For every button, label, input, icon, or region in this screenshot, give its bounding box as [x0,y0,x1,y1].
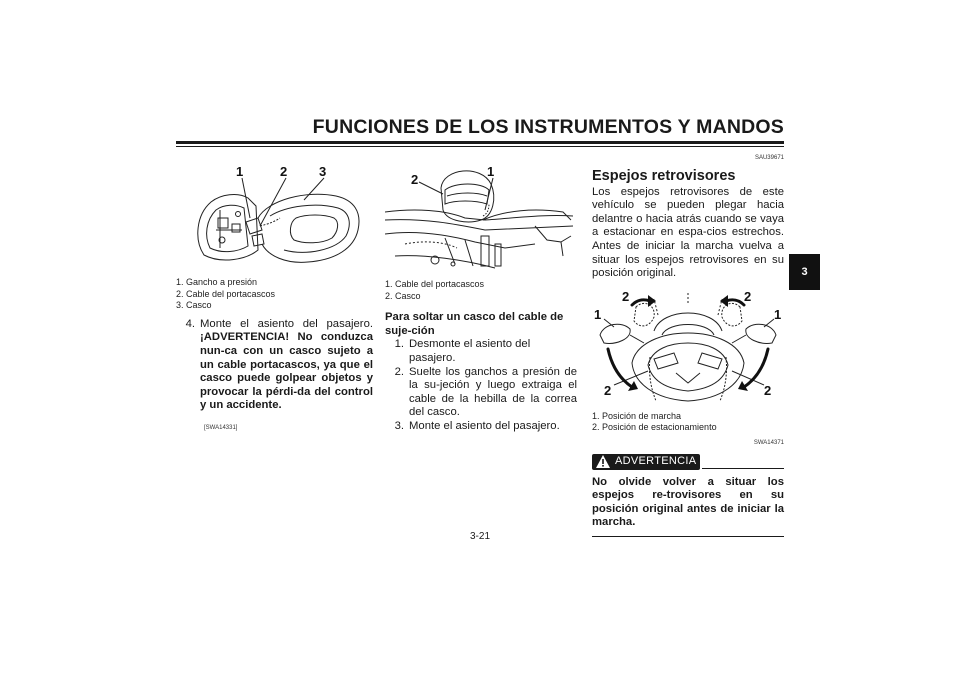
page-number: 3-21 [469,531,490,542]
step-2 [385,366,577,420]
header-rule-thick [176,141,784,144]
callout-2: 2 [411,172,419,187]
warning-triangle-icon [595,454,611,470]
procedure-heading: Para soltar un casco del cable de suje-ción [385,311,564,337]
step-number: 1. [394,338,404,351]
step-number: 4. [185,317,195,330]
warning-rule [702,468,784,469]
section-title: Espejos retrovisores [592,167,736,184]
warning-badge [592,454,700,470]
figure-3-caption [592,411,784,434]
inline-warning: ¡ADVERTENCIA! No conduzca nun-ca con un casco sujeto a un cable portacascos, ya que el casco puede golpear objetos y provocar la pérdi-da del control y un accidente. [200,331,373,412]
warning-bottom-rule [592,536,784,537]
caption-num: 3. [176,300,184,311]
section-body: Los espejos retrovisores de este vehículo se pueden plegar hacia delantre o hacia atrás cuando se vaya a estacionar en espa-cios estrechos. Antes de iniciar la marcha vuelva a situar los espejos retrovisores en su posición original. [592,185,784,280]
callout-2-top-right: 2 [744,288,752,304]
warning-header [592,454,784,471]
page-title: FUNCIONES DE LOS INSTRUMENTOS Y MANDOS [312,116,784,138]
step-1 [385,338,577,365]
step-number: 3. [394,419,404,432]
step-3 [385,420,577,434]
warning-code: SWA14371 [753,439,784,446]
callout-3: 3 [319,164,327,179]
figure-mirrors [592,287,784,407]
column-2 [385,160,577,434]
caption-text: Posición de estacionamiento [602,422,717,433]
caption-text: Casco [186,300,212,311]
step-4 [176,318,373,413]
caption-num: 1. [592,410,600,421]
caption-text: Cable del portacascos [395,279,485,289]
step-text: Monte el asiento del pasajero. [409,419,560,432]
callout-2-bottom-left: 2 [604,382,612,398]
warning-code: [SWA14331] [204,424,238,431]
caption-num: 2. [176,288,184,299]
warning-text: No olvide volver a situar los espejos re-trovisores en su posición original antes de iniciar la marcha. [592,475,784,529]
column-3 [592,152,784,537]
caption-text: Cable del portacascos [186,288,276,299]
caption-text: Gancho a presión [186,277,258,287]
section-code: SAU39671 [754,155,784,161]
caption-num: 2. [592,422,600,433]
callout-1: 1 [487,164,495,179]
figure-2-caption [385,279,577,302]
step-text: Desmonte el asiento del pasajero. [409,338,531,364]
mirrors-drawing [592,287,784,407]
step-text: Monte el asiento del pasajero. [200,317,373,330]
callout-2-bottom-right: 2 [764,382,772,398]
step-4-body [200,318,373,413]
callout-2-top-left: 2 [622,288,630,304]
callout-2: 2 [280,164,288,179]
chapter-tab: 3 [789,254,820,290]
caption-num: 2. [385,290,393,301]
caption-num: 1. [385,279,393,289]
seat-helmet-drawing [176,160,373,275]
figure-helmet-on-seat [385,160,577,275]
header-rule-thin [176,146,784,147]
callout-1: 1 [236,164,244,179]
figure-seat-helmet-holder [176,160,373,275]
caption-text: Posición de marcha [602,410,682,421]
warning-label: ADVERTENCIA [615,454,697,467]
caption-num: 1. [176,277,184,287]
caption-text: Casco [395,290,421,301]
callout-1-right: 1 [774,306,782,322]
step-number: 2. [394,365,404,378]
helmet-on-seat-drawing [385,160,577,275]
column-1 [176,160,373,436]
figure-1-caption [176,277,373,312]
callout-1-left: 1 [594,306,602,322]
step-text: Suelte los ganchos a presión de la su-jeción y luego extraiga el cable de la hebilla de la correa del casco. [409,365,577,419]
